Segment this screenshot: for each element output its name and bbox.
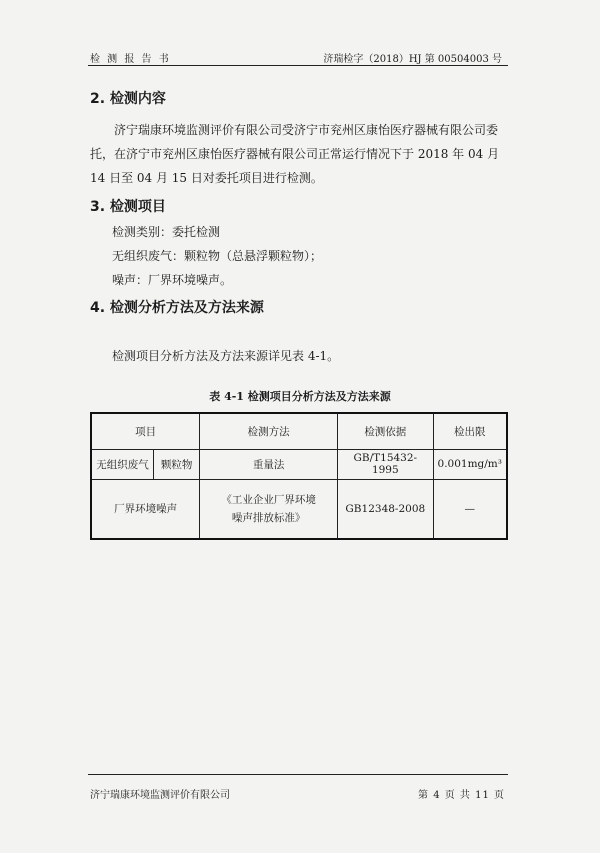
methods-table bbox=[90, 412, 508, 540]
section-2-title: 2. 检测内容 bbox=[90, 91, 166, 107]
row2-item: 厂界环境噪声 bbox=[91, 479, 200, 539]
page-number: 第 4 页 共 11 页 bbox=[418, 790, 505, 801]
header-item: 项目 bbox=[91, 413, 200, 449]
report-number: 济瑞检字（2018）HJ 第 00504003 号 bbox=[323, 54, 502, 65]
section-3-line-noise: 噪声：厂界环境噪声。 bbox=[112, 273, 233, 287]
header-title: 检 测 报 告 书 bbox=[90, 54, 171, 65]
section-3-line-gas: 无组织废气：颗粒物（总悬浮颗粒物）； bbox=[112, 249, 323, 263]
footer-company: 济宁瑞康环境监测评价有限公司 bbox=[90, 790, 230, 801]
row2-basis: GB12348-2008 bbox=[338, 479, 433, 539]
footer-rule bbox=[88, 774, 508, 775]
table-row bbox=[91, 479, 507, 539]
header-limit: 检出限 bbox=[433, 413, 507, 449]
row1-method: 重量法 bbox=[200, 449, 338, 479]
section-4-body: 检测项目分析方法及方法来源详见表 4-1。 bbox=[112, 349, 340, 363]
table-row bbox=[91, 449, 507, 479]
row1-basis: GB/T15432-1995 bbox=[338, 449, 433, 479]
section-3-line-category: 检测类别：委托检测 bbox=[112, 225, 221, 239]
row1-limit: 0.001mg/m³ bbox=[433, 449, 507, 479]
section-3-title: 3. 检测项目 bbox=[90, 199, 166, 215]
table-header-row bbox=[91, 413, 507, 449]
row2-limit: — bbox=[433, 479, 507, 539]
row1-item-a: 无组织废气 bbox=[91, 449, 154, 479]
row1-item-b: 颗粒物 bbox=[154, 449, 200, 479]
section-4-title: 4. 检测分析方法及方法来源 bbox=[90, 300, 264, 316]
row2-method: 《工业企业厂界环境噪声排放标准》 bbox=[200, 479, 338, 539]
header-method: 检测方法 bbox=[200, 413, 338, 449]
section-2-body: 济宁瑞康环境监测评价有限公司受济宁市兖州区康怡医疗器械有限公司委托，在济宁市兖州区康怡医疗器械有限公司正常运行情况下于 2018 年 04 月 14 日至 04 月 15 日对委托项目进行检测。 bbox=[90, 123, 500, 185]
table-caption: 表 4-1 检测项目分析方法及方法来源 bbox=[209, 390, 391, 403]
header-basis: 检测依据 bbox=[338, 413, 433, 449]
header-rule bbox=[88, 65, 508, 66]
